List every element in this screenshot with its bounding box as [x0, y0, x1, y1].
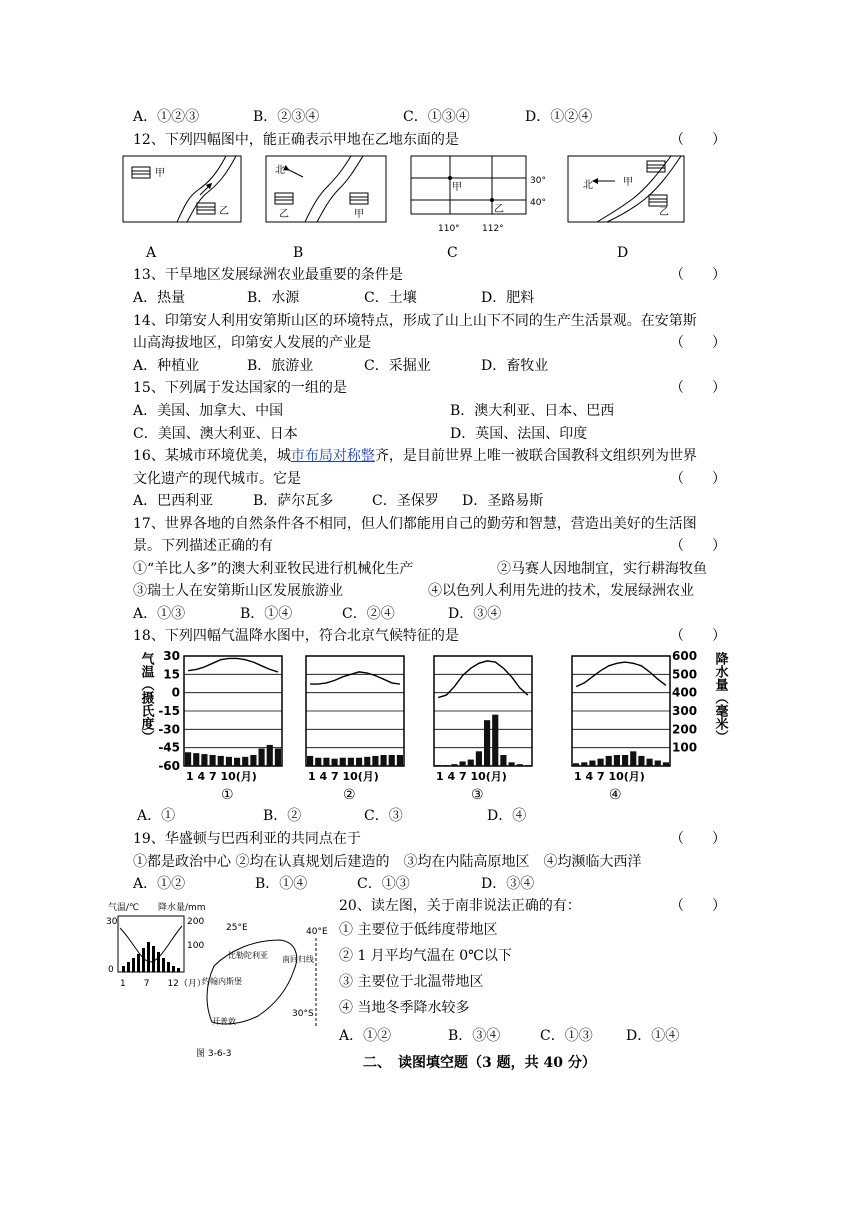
q18-answer-paren: （ ）: [670, 628, 726, 644]
q13-answer-paren: （ ）: [670, 267, 726, 283]
q20-statement-3: ③ 主要位于北温带地区: [339, 974, 484, 990]
fig-caption: 图 3-6-3: [196, 1049, 232, 1059]
fig-temp-label: 气温/℃: [108, 903, 140, 913]
q15-option-a: A．美国、加拿大、中国: [133, 403, 284, 419]
q12-map-c: [410, 155, 560, 235]
precip-bar: [647, 759, 653, 766]
fig-tick-200: 200: [187, 917, 205, 927]
fig-tick-100: 100: [187, 941, 205, 951]
q11-option-a: A．①②③: [133, 109, 200, 125]
q15-answer-paren: （ ）: [670, 380, 726, 396]
q20-south-africa-figure: [104, 896, 336, 1064]
precip-bar: [517, 764, 523, 766]
q13-option-a: A．热量: [133, 290, 186, 306]
precip-bar: [234, 758, 240, 766]
precip-bar: [323, 758, 329, 766]
q12-label-b: B: [293, 245, 304, 261]
fig-tick-30: 30: [106, 917, 118, 927]
precip-bar: [267, 745, 273, 766]
fig-lon25: 25°E: [226, 923, 248, 933]
precip-bar: [372, 756, 378, 766]
q12d-yi-label: 乙: [659, 207, 669, 218]
precip-bar: [460, 761, 466, 766]
q12-map-a: [122, 155, 242, 223]
q11-option-d: D．①②④: [525, 109, 593, 125]
q13-option-c: C．土壤: [364, 290, 417, 306]
q12a-jia-label: 甲: [155, 168, 165, 179]
q11-option-c: C．①③④: [403, 109, 470, 125]
q14-option-a: A．种植业: [133, 358, 200, 374]
temp-tick-label: -15: [158, 704, 180, 718]
precip-bar: [185, 752, 191, 766]
month-tick-label: 1 4 7 10(月): [574, 770, 645, 783]
q12-label-c: C: [447, 245, 458, 261]
temperature-line: [438, 661, 528, 698]
fig-tick-0: 0: [108, 965, 114, 975]
q20-option-d: D．①④: [626, 1028, 680, 1044]
q12c-yi-label: 乙: [494, 204, 504, 215]
chart-marker: ③: [471, 787, 484, 803]
q16-stem-post: 齐，是目前世界上唯一被联合国教科文组织列为世界: [374, 448, 697, 464]
q20-option-a: A．①②: [339, 1028, 392, 1044]
fig-lon40: 40°E: [306, 927, 328, 937]
q12-map-b: [265, 155, 387, 223]
precip-bar: [389, 755, 395, 766]
precip-bar: [348, 758, 354, 766]
q18-climate-charts: [132, 646, 732, 806]
q15-option-c: C．美国、澳大利亚、日本: [133, 426, 298, 442]
q16-answer-paren: （ ）: [670, 471, 726, 487]
q19-stem: 19、华盛顿与巴西利亚的共同点在于: [133, 831, 361, 847]
q14-option-b: B．旅游业: [247, 358, 314, 374]
q16-option-a: A．巴西利亚: [133, 493, 214, 509]
precip-tick-label: 300: [672, 704, 698, 718]
precip-bar: [451, 764, 457, 766]
q12b-yi-label: 乙: [279, 209, 289, 220]
q16-stem-line2: 文化遗产的现代城市。它是: [133, 471, 301, 487]
q18-option-b: B．②: [263, 808, 302, 824]
precip-bar: [242, 757, 248, 766]
temp-tick-label: -45: [158, 740, 180, 755]
section-2-title: 二、 读图填空题（3 题，共 40 分）: [363, 1055, 596, 1071]
precip-tick-label: 500: [672, 667, 698, 682]
q20-answer-paren: （ ）: [670, 898, 726, 914]
temp-tick-label: -60: [158, 759, 180, 773]
precip-bar: [443, 765, 449, 766]
precip-bar: [525, 765, 531, 766]
q12c-lat40: 40°: [530, 198, 546, 208]
temp-tick-label: 30: [163, 649, 180, 663]
q20-statement-4: ④ 当地冬季降水较多: [339, 1000, 470, 1016]
precip-tick-label: 400: [672, 685, 698, 700]
q12d-jia-label: 甲: [623, 177, 633, 188]
q12d-north-label: 北: [583, 180, 593, 191]
q17-option-a: A．①③: [133, 606, 186, 622]
q17-statement-4: ④以色列人利用先进的技术，发展绿洲农业: [428, 583, 694, 599]
q17-stem-line2: 景。下列描述正确的有: [133, 538, 273, 554]
q16-hyperlink[interactable]: 市布局对称整: [290, 448, 375, 464]
fig-lat30s: 30°S: [292, 1009, 314, 1019]
q19-answer-paren: （ ）: [670, 831, 726, 847]
temp-tick-label: 15: [163, 667, 180, 682]
precip-bar: [332, 759, 338, 766]
q19-statements: ①都是政治中心 ②均在认真规划后建造的 ③均在内陆高原地区 ④均濒临大西洋: [133, 854, 642, 870]
q17-statement-3: ③瑞士人在安第斯山区发展旅游业: [133, 583, 343, 599]
q20-option-c: C．①③: [540, 1028, 593, 1044]
y-axis-label-precipitation: 降水量（毫米）: [712, 652, 728, 743]
q15-option-d: D．英国、法国、印度: [450, 426, 588, 442]
q12c-lon112: 112°: [482, 224, 504, 234]
precip-bar: [201, 754, 207, 766]
q16-option-b: B．萨尔瓦多: [253, 493, 334, 509]
precip-bar: [307, 756, 313, 766]
q12b-north-label: 北: [275, 165, 285, 176]
precip-bar: [573, 763, 579, 766]
q12c-lon110: 110°: [438, 224, 460, 234]
q16-stem-pre: 16、某城市环境优美，城: [133, 448, 291, 464]
month-tick-label: 1 4 7 10(月): [308, 770, 379, 783]
precip-tick-label: 600: [672, 649, 698, 663]
q12-label-d: D: [617, 245, 629, 261]
precip-bar: [476, 751, 482, 766]
precip-bar: [630, 751, 636, 766]
q14-answer-paren: （ ）: [670, 335, 726, 351]
precip-bar: [226, 757, 232, 766]
q15-stem: 15、下列属于发达国家的一组的是: [133, 380, 347, 396]
precip-bar: [614, 755, 620, 766]
q17-statement-2: ②马赛人因地制宜，实行耕海牧鱼: [497, 561, 707, 577]
precip-bar: [381, 755, 387, 766]
precip-bar: [193, 753, 199, 766]
precip-bar: [210, 755, 216, 766]
precip-bar: [509, 762, 515, 766]
q12c-lat30: 30°: [530, 176, 546, 186]
temperature-line: [188, 658, 278, 672]
q17-answer-paren: （ ）: [670, 538, 726, 554]
q20-option-b: B．③④: [448, 1028, 501, 1044]
month-tick-label: 1 4 7 10(月): [186, 770, 257, 783]
precip-bar: [492, 715, 498, 766]
fig-tropic-line: 南回归线: [282, 955, 314, 964]
q11-option-b: B．②③④: [253, 109, 320, 125]
q12-stem: 12、下列四幅图中，能正确表示甲地在乙地东面的是: [133, 132, 459, 148]
q14-option-c: C．采掘业: [364, 358, 431, 374]
precip-bar: [340, 758, 346, 766]
temp-tick-label: 0: [171, 685, 180, 700]
q15-option-b: B．澳大利亚、日本、巴西: [450, 403, 615, 419]
q17-stem-line1: 17、世界各地的自然条件各不相同，但人们都能用自己的勤劳和智慧，营造出美好的生活图: [133, 516, 697, 532]
precip-bar: [275, 749, 281, 766]
q20-stem: 20、读左图，关于南非说法正确的有：: [339, 898, 581, 914]
q16-option-c: C．圣保罗: [372, 493, 439, 509]
q17-option-c: C．②④: [342, 606, 395, 622]
precip-bar: [250, 755, 256, 766]
precip-bar: [606, 756, 612, 766]
temperature-line: [310, 672, 400, 684]
precip-bar: [435, 765, 441, 766]
q16-option-d: D．圣路易斯: [462, 493, 544, 509]
q19-option-d: D．③④: [481, 876, 535, 892]
q19-option-b: B．①④: [255, 876, 308, 892]
climate-chart-4: [572, 656, 670, 803]
precip-bar: [500, 755, 506, 766]
precip-bar: [397, 755, 403, 766]
precip-bar: [663, 762, 669, 766]
q14-stem-line2: 山高海拔地区，印第安人发展的产业是: [133, 335, 371, 351]
climate-chart-2: [306, 656, 404, 803]
q14-stem-line1: 14、印第安人利用安第斯山区的环境特点，形成了山上山下不同的生产生活景观。在安第斯: [133, 313, 697, 329]
month-tick-label: 1 4 7 10(月): [436, 770, 507, 783]
chart-marker: ①: [221, 787, 234, 803]
precip-bar: [598, 759, 604, 766]
chart-marker: ④: [609, 787, 622, 803]
precip-bar: [364, 757, 370, 766]
precip-bar: [581, 762, 587, 766]
precip-tick-label: 200: [672, 722, 698, 737]
q13-stem: 13、干旱地区发展绿洲农业最重要的条件是: [133, 267, 403, 283]
fig-city-pretoria: 比勒陀利亚: [228, 951, 268, 960]
q18-option-c: C．③: [364, 808, 403, 824]
fig-city-capetown: 开普敦: [212, 1017, 236, 1026]
q17-statement-1: ①“羊比人多”的澳大利亚牧民进行机械化生产: [133, 561, 414, 577]
q12a-yi-label: 乙: [219, 206, 229, 217]
climate-chart-3: [434, 656, 532, 803]
q14-option-d: D．畜牧业: [481, 358, 549, 374]
q19-option-c: C．①③: [357, 876, 410, 892]
q12-answer-paren: （ ）: [670, 132, 726, 148]
precip-bar: [622, 755, 628, 766]
precip-bar: [259, 749, 265, 766]
precip-bar: [655, 761, 661, 767]
fig-city-johannesburg: 约翰内斯堡: [202, 977, 242, 986]
precip-bar: [356, 758, 362, 766]
fig-precip-label: 降水量/mm: [158, 903, 206, 913]
precip-bar: [638, 756, 644, 766]
q17-option-d: D．③④: [448, 606, 502, 622]
q17-option-b: B．①④: [240, 606, 293, 622]
precip-bar: [468, 760, 474, 766]
precip-tick-label: 100: [672, 740, 698, 755]
q12-map-d: [567, 155, 685, 223]
chart-marker: ②: [343, 787, 356, 803]
precip-bar: [589, 761, 595, 767]
q16-stem-line1: [133, 446, 697, 466]
q20-statement-2: ② 1 月平均气温在 0℃以下: [339, 948, 512, 964]
precip-bar: [315, 758, 321, 766]
precip-bar: [484, 720, 490, 766]
q19-option-a: A．①②: [133, 876, 186, 892]
q12c-jia-label: 甲: [452, 182, 462, 193]
fig-months: 1 7 12（月）: [120, 979, 206, 989]
q18-option-d: D．④: [487, 808, 527, 824]
climate-chart-1: [184, 656, 282, 803]
y-axis-label-temperature: 气温（摄氏度）: [138, 652, 154, 743]
q13-option-b: B．水源: [247, 290, 300, 306]
q12b-jia-label: 甲: [354, 209, 364, 220]
temp-tick-label: -30: [158, 722, 180, 737]
precip-bar: [218, 756, 224, 766]
q18-option-a: A．①: [137, 808, 176, 824]
q12-label-a: A: [146, 245, 157, 261]
q18-stem: 18、下列四幅气温降水图中，符合北京气候特征的是: [133, 628, 459, 644]
q20-statement-1: ① 主要位于低纬度带地区: [339, 922, 498, 938]
q13-option-d: D．肥料: [481, 290, 535, 306]
